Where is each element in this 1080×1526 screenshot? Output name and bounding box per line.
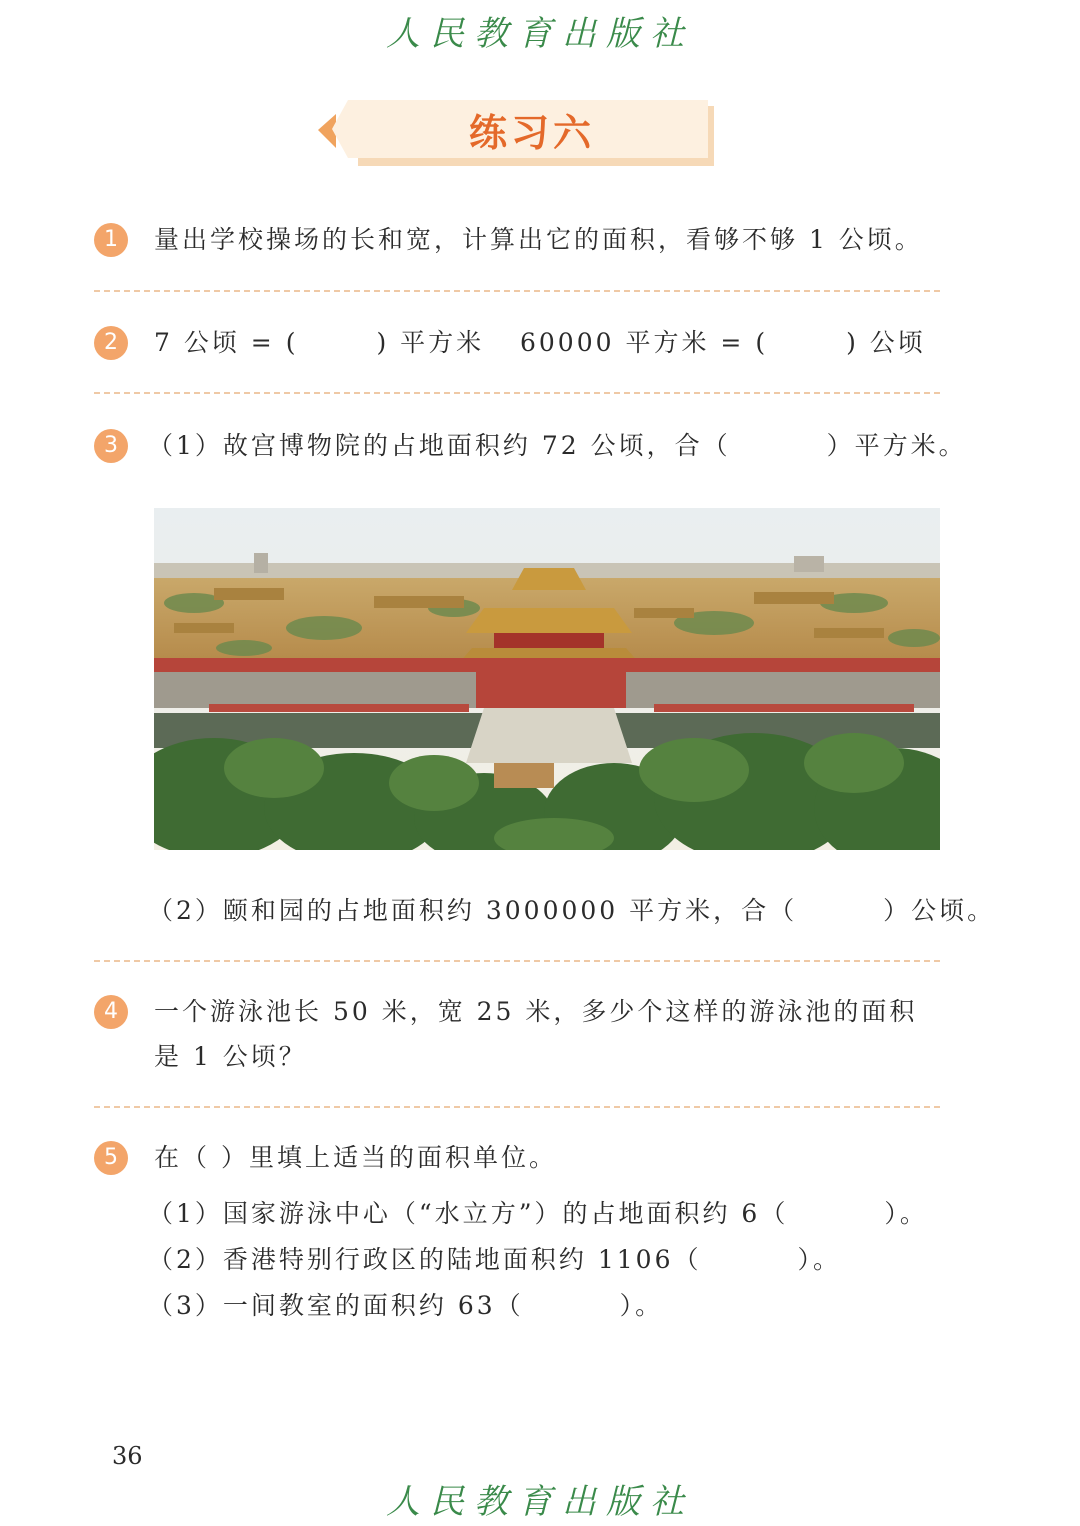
question-3-part-1-prefix: （1）故宫博物院的占地面积约 72 公顷，合（ (148, 431, 731, 460)
page-title: 练习六 (468, 110, 595, 155)
divider (94, 1106, 940, 1108)
divider (94, 290, 940, 292)
question-1-badge: 1 (94, 223, 128, 257)
title-banner (318, 100, 716, 166)
question-2-left (154, 326, 484, 360)
question-2-right-prefix: 60000 平方米 = ( (520, 328, 769, 357)
publisher-logo-bottom: 人民教育出版社 (386, 1482, 694, 1522)
divider (94, 960, 940, 962)
question-2-right-suffix: ) 公顷 (846, 328, 926, 357)
question-2-right (520, 326, 926, 360)
forbidden-city-photo (154, 508, 940, 850)
question-5-item-1 (148, 1197, 928, 1231)
question-4-line-1: 一个游泳池长 50 米，宽 25 米，多少个这样的游泳池的面积 (154, 997, 918, 1026)
question-3-part-2-prefix: （2）颐和园的占地面积约 3000000 平方米，合（ (148, 896, 798, 925)
question-2-badge: 2 (94, 326, 128, 360)
question-5-item-2 (148, 1243, 841, 1277)
question-3-part-1 (148, 429, 967, 463)
question-4-badge: 4 (94, 995, 128, 1029)
question-5-item-1-suffix: ）。 (884, 1199, 928, 1228)
question-5-badge: 5 (94, 1141, 128, 1175)
question-4-line-2: 是 1 公顷？ (154, 1042, 307, 1071)
question-3-badge: 3 (94, 429, 128, 463)
question-5-item-1-prefix: （1）国家游泳中心（“水立方”）的占地面积约 6（ (148, 1199, 789, 1228)
question-5-item-2-prefix: （2）香港特别行政区的陆地面积约 1106（ (148, 1245, 702, 1274)
question-2-left-prefix: 7 公顷 = ( (154, 328, 299, 357)
divider (94, 392, 940, 394)
page-number: 36 (112, 1442, 143, 1470)
question-3-part-1-suffix: ）平方米。 (826, 431, 967, 460)
question-5-item-3 (148, 1289, 663, 1323)
publisher-logo-top: 人民教育出版社 (386, 14, 694, 54)
question-5-item-3-suffix: ）。 (619, 1291, 664, 1320)
question-5-intro: 在（ ）里填上适当的面积单位。 (154, 1143, 557, 1172)
question-5-item-2-suffix: ）。 (797, 1245, 841, 1274)
question-5-item-3-prefix: （3）一间教室的面积约 63（ (148, 1291, 524, 1320)
question-1-text: 量出学校操场的长和宽，计算出它的面积，看够不够 1 公顷。 (154, 225, 923, 254)
question-2-left-suffix: ) 平方米 (376, 328, 485, 357)
question-3-part-2-suffix: ）公顷。 (883, 896, 996, 925)
question-3-part-2 (148, 894, 995, 928)
